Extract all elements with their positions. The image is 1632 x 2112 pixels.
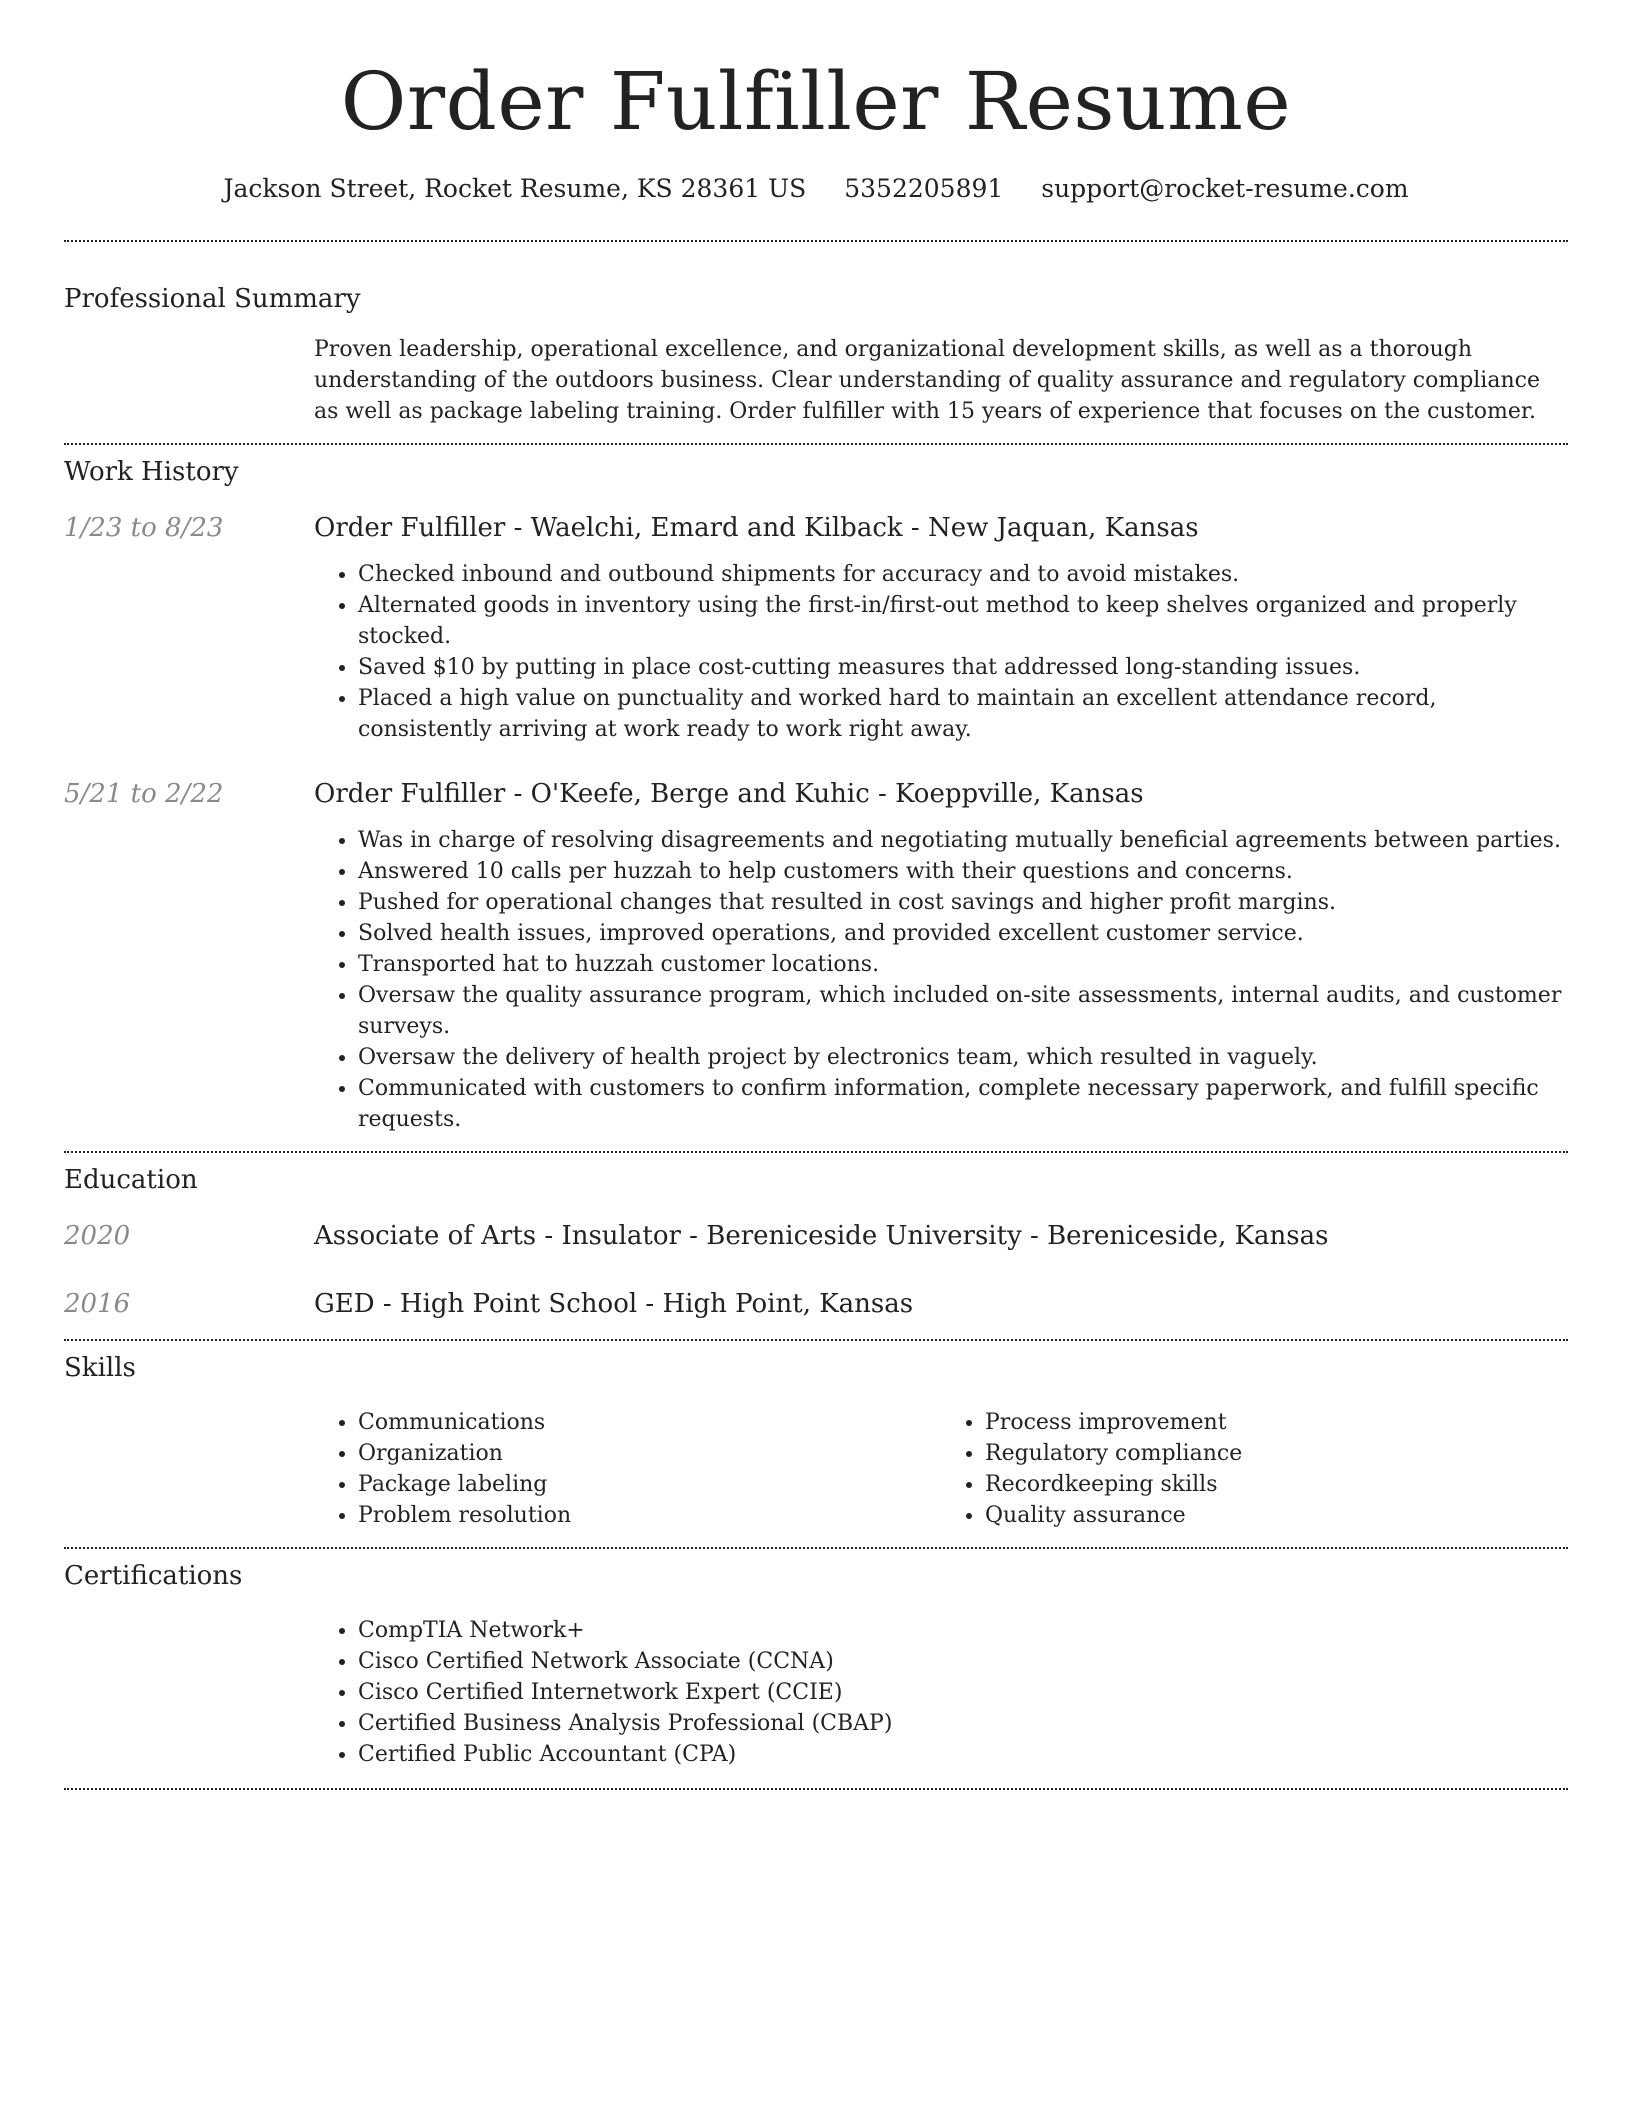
list-item: • Transported hat to huzzah customer locations. [358, 949, 1568, 980]
list-item: • Oversaw the quality assurance program, which included on-site assessments, internal audits, and customer surveys. [358, 980, 1568, 1042]
work-history-section [64, 455, 1568, 1151]
section-divider [64, 1151, 1568, 1153]
resume-page [64, 0, 1568, 1790]
list-item: • Cisco Certified Network Associate (CCNA) [358, 1646, 1568, 1677]
education-heading: Education [64, 1165, 198, 1195]
section-divider [64, 240, 1568, 242]
education-entry [64, 1219, 1568, 1253]
list-item: • Solved health issues, improved operations, and provided excellent customer service. [358, 918, 1568, 949]
summary-heading: Professional Summary [64, 284, 361, 314]
job-bullets [314, 825, 1568, 1135]
certifications-list-wrap [314, 1615, 1568, 1770]
job-dates: 1/23 to 8/23 [64, 513, 224, 543]
work-history-heading: Work History [64, 457, 239, 487]
section-divider [64, 1339, 1568, 1341]
education-text: GED - High Point School - High Point, Kansas [314, 1289, 914, 1319]
summary-text: Proven leadership, operational excellence, and organizational development skills, as well as a thorough understanding of the outdoors business. Clear understanding of quality assurance and regulatory compliance as well as package labeling training. Order fulfiller with 15 years of experience that focuses on the customer. [314, 337, 1540, 424]
contact-phone: 5352205891 [844, 174, 1004, 203]
list-item: • Communicated with customers to confirm information, complete necessary paperwork, and fulfill specific requests. [358, 1073, 1568, 1135]
skills-list-right [941, 1407, 1568, 1531]
skills-heading: Skills [64, 1353, 136, 1383]
job-entry [64, 777, 1568, 1135]
section-divider [64, 1547, 1568, 1549]
list-item: • Oversaw the delivery of health project by electronics team, which resulted in vaguely. [358, 1042, 1568, 1073]
list-item: • Cisco Certified Internetwork Expert (CCIE) [358, 1677, 1568, 1708]
education-year: 2020 [64, 1221, 131, 1251]
summary-section [64, 282, 1568, 427]
list-item: • Quality assurance [985, 1500, 1568, 1531]
job-dates: 5/21 to 2/22 [64, 779, 224, 809]
list-item: • Recordkeeping skills [985, 1469, 1568, 1500]
list-item: • Saved $10 by putting in place cost-cutting measures that addressed long-standing issues. [358, 652, 1568, 683]
list-item: • Organization [358, 1438, 941, 1469]
list-item: • Placed a high value on punctuality and worked hard to maintain an excellent attendance record, consistently arriving at work ready to work right away. [358, 683, 1568, 745]
education-year: 2016 [64, 1289, 131, 1319]
skills-section [64, 1351, 1568, 1547]
section-divider [64, 443, 1568, 445]
job-details [314, 777, 1568, 1135]
contact-address: Jackson Street, Rocket Resume, KS 28361 US [223, 174, 807, 203]
education-entry [64, 1287, 1568, 1321]
list-item: • Communications [358, 1407, 941, 1438]
certifications-list [314, 1615, 1568, 1770]
list-item: • Answered 10 calls per huzzah to help customers with their questions and concerns. [358, 856, 1568, 887]
resume-title: Order Fulfiller Resume [340, 55, 1292, 148]
list-item: • Process improvement [985, 1407, 1568, 1438]
list-item: • CompTIA Network+ [358, 1615, 1568, 1646]
education-text: Associate of Arts - Insulator - Bereniceside University - Bereniceside, Kansas [314, 1221, 1329, 1251]
job-entry [64, 511, 1568, 745]
contact-email: support@rocket-resume.com [1041, 174, 1409, 203]
list-item: • Certified Public Accountant (CPA) [358, 1739, 1568, 1770]
job-details [314, 511, 1568, 745]
contact-line [64, 172, 1568, 206]
list-item: • Certified Business Analysis Professional (CBAP) [358, 1708, 1568, 1739]
list-item: • Was in charge of resolving disagreements and negotiating mutually beneficial agreements between parties. [358, 825, 1568, 856]
job-title: Order Fulfiller - O'Keefe, Berge and Kuhic - Koeppville, Kansas [314, 779, 1144, 809]
list-item: • Package labeling [358, 1469, 941, 1500]
certifications-heading: Certifications [64, 1561, 243, 1591]
list-item: • Checked inbound and outbound shipments for accuracy and to avoid mistakes. [358, 559, 1568, 590]
list-item: • Regulatory compliance [985, 1438, 1568, 1469]
section-divider [64, 1788, 1568, 1790]
job-title: Order Fulfiller - Waelchi, Emard and Kilback - New Jaquan, Kansas [314, 513, 1199, 543]
skills-list-left [314, 1407, 941, 1531]
skills-grid [314, 1407, 1568, 1531]
list-item: • Alternated goods in inventory using the first-in/first-out method to keep shelves organized and properly stocked. [358, 590, 1568, 652]
education-section [64, 1163, 1568, 1339]
list-item: • Problem resolution [358, 1500, 941, 1531]
certifications-section [64, 1559, 1568, 1788]
list-item: • Pushed for operational changes that resulted in cost savings and higher profit margins. [358, 887, 1568, 918]
job-bullets [314, 559, 1568, 745]
